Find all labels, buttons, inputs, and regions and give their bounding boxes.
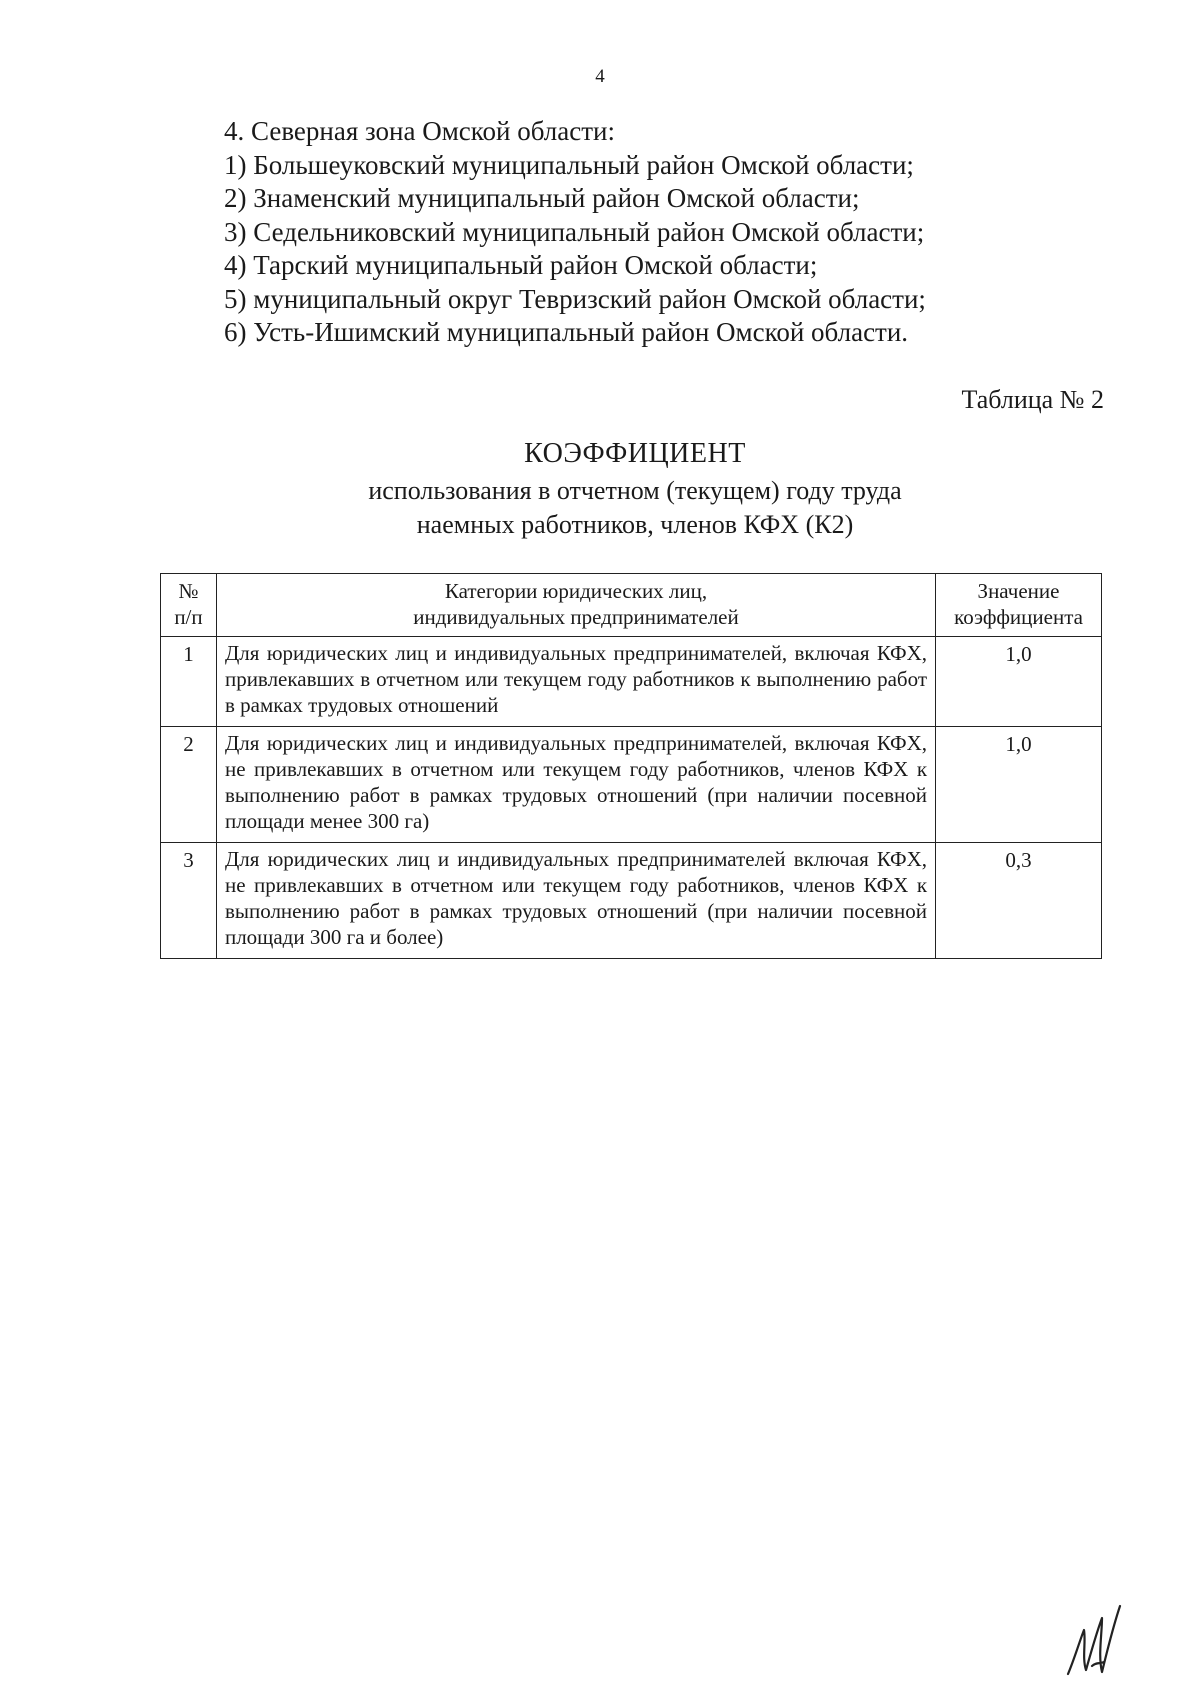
row-value: 0,3 — [936, 843, 1102, 959]
zone-item: 3) Седельниковский муниципальный район Омской области; — [224, 216, 925, 247]
table-row — [161, 637, 1102, 727]
header-category-line-2: индивидуальных предпринимателей — [413, 605, 739, 629]
row-number: 1 — [161, 637, 217, 727]
coefficient-table — [160, 573, 1102, 959]
header-number-line-1: № — [178, 579, 199, 603]
table-row — [161, 727, 1102, 843]
table-label: Таблица № 2 — [961, 385, 1104, 414]
row-number: 3 — [161, 843, 217, 959]
table-title: КОЭФФИЦИЕНТ — [524, 438, 746, 469]
page-number: 4 — [595, 66, 605, 87]
table-header-row — [161, 574, 1102, 637]
row-category: Для юридических лиц и индивидуальных предпринимателей, включая КФХ, не привлекавших в отчетном или текущем году работников, членов КФХ к выполнению работ в рамках трудовых отношений (при наличии посевной площади менее 300 га) — [216, 727, 935, 843]
zone-list — [224, 115, 1024, 350]
row-value: 1,0 — [936, 727, 1102, 843]
zone-item: 5) муниципальный округ Тевризский район Омской области; — [224, 283, 926, 314]
header-value-line-2: коэффициента — [954, 605, 1083, 629]
table-subtitle-line-2: наемных работников, членов КФХ (К2) — [416, 510, 854, 539]
header-number — [161, 574, 217, 637]
header-value — [936, 574, 1102, 637]
row-category: Для юридических лиц и индивидуальных предпринимателей, включая КФХ, привлекавших в отчетном или текущем году работников к выполнению работ в рамках трудовых отношений — [216, 637, 935, 727]
zone-item: 2) Знаменский муниципальный район Омской области; — [224, 183, 860, 213]
table-row — [161, 843, 1102, 959]
header-value-line-1: Значение — [977, 579, 1060, 603]
table-subtitle-line-1: использования в отчетном (текущем) году труда — [368, 476, 902, 505]
header-category-line-1: Категории юридических лиц, — [444, 579, 708, 603]
row-number: 2 — [161, 727, 217, 843]
header-number-line-2: п/п — [174, 605, 203, 629]
signature-icon — [1062, 1600, 1126, 1678]
zone-heading: 4. Северная зона Омской области: — [224, 116, 615, 146]
zone-item: 6) Усть-Ишимский муниципальный район Омской области. — [224, 317, 909, 347]
zone-item: 1) Большеуковский муниципальный район Омской области; — [224, 149, 914, 180]
row-category: Для юридических лиц и индивидуальных предпринимателей включая КФХ, не привлекавших в отчетном или текущем году работников, членов КФХ к выполнению работ в рамках трудовых отношений (при наличии посевной площади 300 га и более) — [216, 843, 935, 959]
zone-item: 4) Тарский муниципальный район Омской области; — [224, 250, 818, 280]
header-category — [216, 574, 935, 637]
row-value: 1,0 — [936, 637, 1102, 727]
